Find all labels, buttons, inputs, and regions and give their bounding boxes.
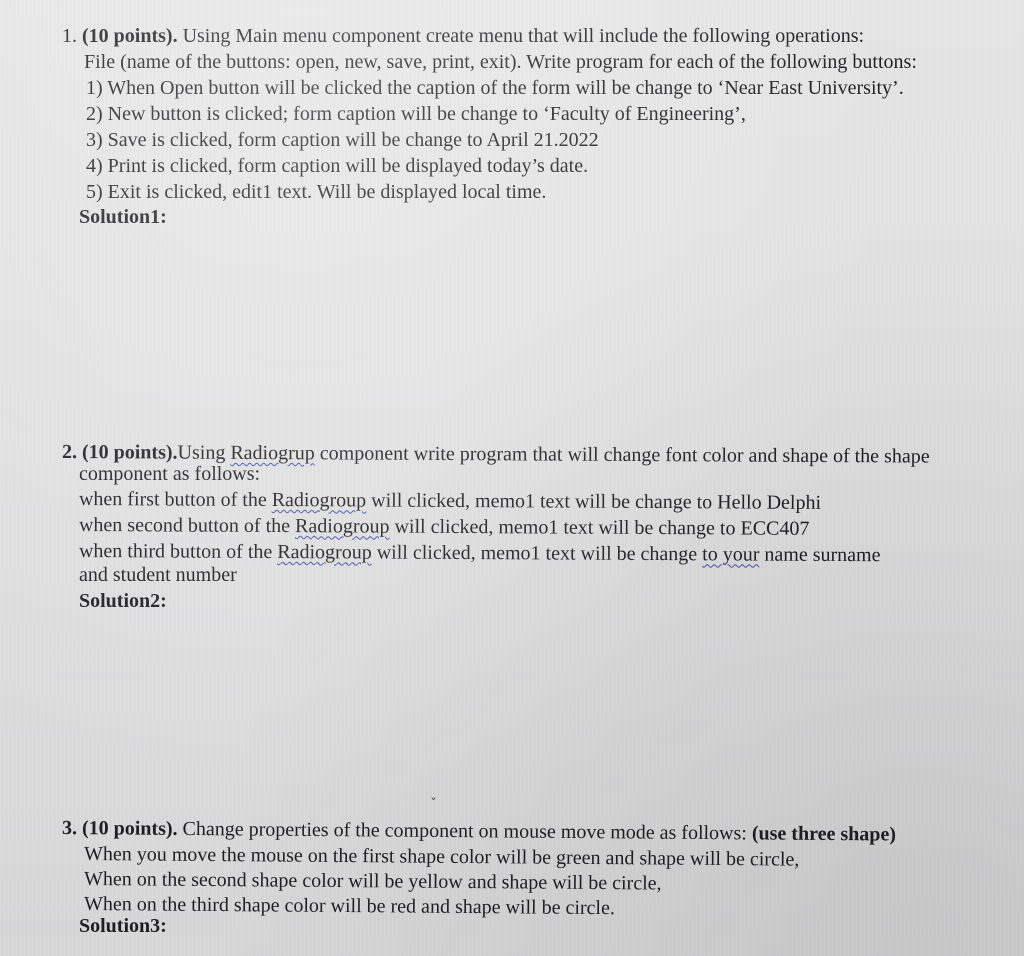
q2-solution-label: Solution2: [79,590,167,612]
q3-number: 3. [61,817,78,840]
q2-line3-word: Radiogroup [271,489,367,512]
cursor-mark-icon: ˇ [430,797,437,813]
q1-item1: 1) When Open button will be clicked the caption of the form will be change to ‘Near East University’. [86,77,904,99]
q1-item3: 3) Save is clicked, form caption will be change to April 21.2022 [86,129,599,151]
q3-solution-label: Solution3: [79,915,167,937]
q1-title [62,24,864,48]
q2-number: 2. [61,441,78,464]
q1-title-text: Using Main menu component create menu that will include the following operations: [177,25,865,47]
q2-title-text-b: component write program that will change font color and shape of the shape [314,442,930,468]
q2-line4-word: Radiogroup [295,515,390,538]
q2-title-word: Radiogrup [230,441,315,465]
q2-line4-b: will clicked, memo1 text will be change to ECC407 [389,515,810,540]
q2-line4-a: when second button of the [78,514,296,538]
q2-line3-a: when first button of the [78,488,272,512]
q3-title-text: Change properties of the component on mouse move mode as follows: [177,817,752,845]
q3-points: (10 points). [81,817,178,840]
q2-line5-word2: to your [702,543,760,566]
q1-number: 1. [62,25,77,47]
q1-item2: 2) New button is clicked; form caption will be change to ‘Faculty of Engineering’, [86,103,746,125]
q3-title-paren: (use three shape) [751,822,897,846]
q2-points: (10 points). [81,441,178,464]
q3-item2: When on the second shape color will be yellow and shape will be circle, [83,868,662,895]
q2-line5-word: Radiogroup [277,541,372,564]
q2-title-text-a: Using [177,441,231,464]
q1-line2: File (name of the buttons: open, new, save, print, exit). Write program for each of the following buttons: [84,51,917,73]
q3-item1: When you move the mouse on the first shape color will be green and shape will be circle, [83,843,800,871]
q1-points: (10 points). [82,25,178,47]
q2-line5-b: will clicked, memo1 text will be change [371,541,703,566]
q1-item4: 4) Print is clicked, form caption will be displayed today’s date. [86,155,589,177]
q2-line4 [79,513,810,541]
q2-line5-a: when third button of the [78,540,278,564]
q1-solution-label: Solution1: [79,206,167,228]
q2-line5-c: name surname [759,543,881,567]
q2-line3-b: will clicked, memo1 text will be change to Hello Delphi [366,489,822,514]
q2-line3 [79,487,821,515]
q2-line6: and student number [79,564,237,586]
q3-item3: When on the third shape color will be red and shape will be circle. [83,893,616,920]
q2-line2: component as follows: [79,463,261,485]
q1-item5: 5) Exit is clicked, edit1 text. Will be displayed local time. [86,181,547,203]
